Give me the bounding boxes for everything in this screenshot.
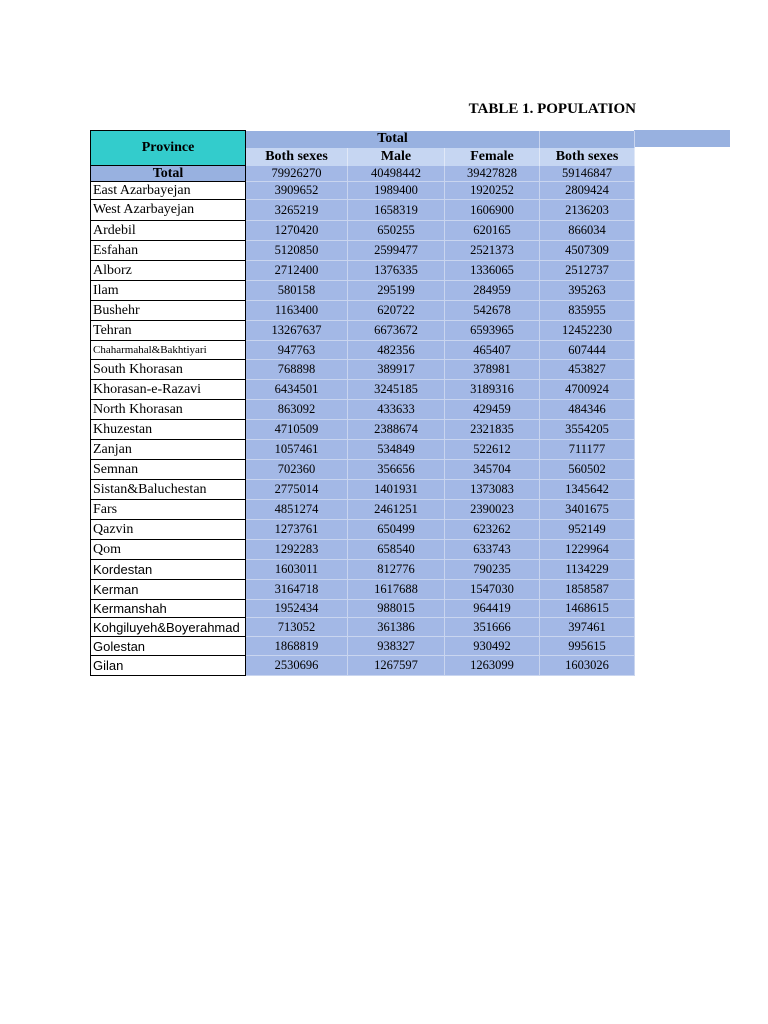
value-cell: 930492 <box>445 637 540 656</box>
value-cell: 295199 <box>348 281 445 301</box>
table-row <box>91 261 635 281</box>
group-header-total: Total <box>246 131 540 148</box>
province-name-cell: Kordestan <box>91 560 246 580</box>
value-cell: 3401675 <box>540 500 635 520</box>
province-name-cell: Gilan <box>91 656 246 676</box>
table-row <box>91 460 635 480</box>
value-cell: 2136203 <box>540 200 635 221</box>
value-cell: 866034 <box>540 221 635 241</box>
value-cell: 1952434 <box>246 600 348 618</box>
province-header: Province <box>91 131 246 166</box>
province-name-cell: West Azarbayejan <box>91 200 246 221</box>
total-cell: 59146847 <box>540 166 635 182</box>
total-cell: 40498442 <box>348 166 445 182</box>
value-cell: 1606900 <box>445 200 540 221</box>
province-name-cell: Khorasan-e-Razavi <box>91 380 246 400</box>
total-cell: 79926270 <box>246 166 348 182</box>
table-row <box>91 540 635 560</box>
sub-header-male: Male <box>348 148 445 166</box>
value-cell: 2461251 <box>348 500 445 520</box>
value-cell: 1267597 <box>348 656 445 676</box>
value-cell: 4507309 <box>540 241 635 261</box>
table-row <box>91 301 635 321</box>
value-cell: 620722 <box>348 301 445 321</box>
value-cell: 2321835 <box>445 420 540 440</box>
value-cell: 1603011 <box>246 560 348 580</box>
table-row <box>91 600 635 618</box>
table-title: TABLE 1. POPULATION <box>468 101 636 117</box>
value-cell: 560502 <box>540 460 635 480</box>
province-name-cell: South Khorasan <box>91 360 246 380</box>
value-cell: 2390023 <box>445 500 540 520</box>
population-table <box>90 130 635 676</box>
value-cell: 3164718 <box>246 580 348 600</box>
value-cell: 952149 <box>540 520 635 540</box>
table-row <box>91 618 635 637</box>
value-cell: 1373083 <box>445 480 540 500</box>
value-cell: 658540 <box>348 540 445 560</box>
table-row <box>91 321 635 341</box>
province-name-cell: Golestan <box>91 637 246 656</box>
value-cell: 3265219 <box>246 200 348 221</box>
value-cell: 6593965 <box>445 321 540 341</box>
province-name-cell: Esfahan <box>91 241 246 261</box>
title-clip <box>468 101 636 123</box>
value-cell: 534849 <box>348 440 445 460</box>
province-name-cell: East Azarbayejan <box>91 182 246 200</box>
province-name-cell: Ardebil <box>91 221 246 241</box>
table-row <box>91 520 635 540</box>
value-cell: 711177 <box>540 440 635 460</box>
table-row <box>91 637 635 656</box>
province-name-cell: Kerman <box>91 580 246 600</box>
value-cell: 702360 <box>246 460 348 480</box>
province-name-cell: Bushehr <box>91 301 246 321</box>
value-cell: 6434501 <box>246 380 348 400</box>
province-name-cell: Semnan <box>91 460 246 480</box>
province-name-cell: Kermanshah <box>91 600 246 618</box>
value-cell: 361386 <box>348 618 445 637</box>
value-cell: 1229964 <box>540 540 635 560</box>
value-cell: 768898 <box>246 360 348 380</box>
value-cell: 650255 <box>348 221 445 241</box>
value-cell: 378981 <box>445 360 540 380</box>
sub-header-both-sexes: Both sexes <box>246 148 348 166</box>
value-cell: 453827 <box>540 360 635 380</box>
value-cell: 3245185 <box>348 380 445 400</box>
value-cell: 484346 <box>540 400 635 420</box>
value-cell: 1273761 <box>246 520 348 540</box>
value-cell: 389917 <box>348 360 445 380</box>
value-cell: 4710509 <box>246 420 348 440</box>
value-cell: 1617688 <box>348 580 445 600</box>
table-row <box>91 656 635 676</box>
province-name-cell: Khuzestan <box>91 420 246 440</box>
value-cell: 1336065 <box>445 261 540 281</box>
table-row <box>91 221 635 241</box>
table-row <box>91 580 635 600</box>
value-cell: 429459 <box>445 400 540 420</box>
value-cell: 2599477 <box>348 241 445 261</box>
province-name-cell: Fars <box>91 500 246 520</box>
value-cell: 580158 <box>246 281 348 301</box>
value-cell: 633743 <box>445 540 540 560</box>
value-cell: 2530696 <box>246 656 348 676</box>
province-name-cell: Qom <box>91 540 246 560</box>
value-cell: 988015 <box>348 600 445 618</box>
value-cell: 5120850 <box>246 241 348 261</box>
value-cell: 1270420 <box>246 221 348 241</box>
table-row <box>91 420 635 440</box>
table-row <box>91 440 635 460</box>
header-row-group <box>91 131 635 148</box>
table-row <box>91 200 635 221</box>
value-cell: 812776 <box>348 560 445 580</box>
value-cell: 607444 <box>540 341 635 360</box>
province-name-cell: Qazvin <box>91 520 246 540</box>
value-cell: 2521373 <box>445 241 540 261</box>
value-cell: 620165 <box>445 221 540 241</box>
value-cell: 1989400 <box>348 182 445 200</box>
value-cell: 397461 <box>540 618 635 637</box>
value-cell: 1658319 <box>348 200 445 221</box>
value-cell: 2388674 <box>348 420 445 440</box>
value-cell: 482356 <box>348 341 445 360</box>
total-cell: 39427828 <box>445 166 540 182</box>
value-cell: 1057461 <box>246 440 348 460</box>
value-cell: 1263099 <box>445 656 540 676</box>
value-cell: 1134229 <box>540 560 635 580</box>
value-cell: 1376335 <box>348 261 445 281</box>
total-row <box>91 166 635 182</box>
value-cell: 650499 <box>348 520 445 540</box>
value-cell: 1868819 <box>246 637 348 656</box>
sub-header-female: Female <box>445 148 540 166</box>
value-cell: 395263 <box>540 281 635 301</box>
value-cell: 6673672 <box>348 321 445 341</box>
value-cell: 356656 <box>348 460 445 480</box>
table-row <box>91 341 635 360</box>
value-cell: 3189316 <box>445 380 540 400</box>
value-cell: 995615 <box>540 637 635 656</box>
value-cell: 2712400 <box>246 261 348 281</box>
province-name-cell: Zanjan <box>91 440 246 460</box>
province-name-cell: Tehran <box>91 321 246 341</box>
value-cell: 790235 <box>445 560 540 580</box>
value-cell: 1858587 <box>540 580 635 600</box>
value-cell: 351666 <box>445 618 540 637</box>
value-cell: 3909652 <box>246 182 348 200</box>
value-cell: 13267637 <box>246 321 348 341</box>
value-cell: 2809424 <box>540 182 635 200</box>
value-cell: 2512737 <box>540 261 635 281</box>
sub-header-both-sexes-2: Both sexes <box>540 148 635 166</box>
value-cell: 1163400 <box>246 301 348 321</box>
header-bar-overflow <box>634 130 730 147</box>
value-cell: 1292283 <box>246 540 348 560</box>
total-label: Total <box>91 166 246 182</box>
province-name-cell: Alborz <box>91 261 246 281</box>
value-cell: 938327 <box>348 637 445 656</box>
value-cell: 623262 <box>445 520 540 540</box>
table-row <box>91 360 635 380</box>
table-row <box>91 380 635 400</box>
value-cell: 465407 <box>445 341 540 360</box>
value-cell: 713052 <box>246 618 348 637</box>
value-cell: 542678 <box>445 301 540 321</box>
value-cell: 1920252 <box>445 182 540 200</box>
value-cell: 345704 <box>445 460 540 480</box>
value-cell: 522612 <box>445 440 540 460</box>
value-cell: 2775014 <box>246 480 348 500</box>
table-row <box>91 480 635 500</box>
province-name-cell: Sistan&Baluchestan <box>91 480 246 500</box>
province-name-cell: North Khorasan <box>91 400 246 420</box>
province-name-cell: Chaharmahal&Bakhtiyari <box>91 341 246 360</box>
value-cell: 1468615 <box>540 600 635 618</box>
value-cell: 3554205 <box>540 420 635 440</box>
table-body <box>91 131 635 676</box>
value-cell: 1345642 <box>540 480 635 500</box>
value-cell: 1547030 <box>445 580 540 600</box>
table-row <box>91 182 635 200</box>
group-header-next <box>540 131 635 148</box>
value-cell: 12452230 <box>540 321 635 341</box>
value-cell: 1603026 <box>540 656 635 676</box>
value-cell: 863092 <box>246 400 348 420</box>
value-cell: 947763 <box>246 341 348 360</box>
table-row <box>91 281 635 301</box>
value-cell: 4851274 <box>246 500 348 520</box>
value-cell: 964419 <box>445 600 540 618</box>
value-cell: 4700924 <box>540 380 635 400</box>
value-cell: 433633 <box>348 400 445 420</box>
table-row <box>91 500 635 520</box>
value-cell: 1401931 <box>348 480 445 500</box>
province-name-cell: Kohgiluyeh&Boyerahmad <box>91 618 246 637</box>
table-row <box>91 241 635 261</box>
province-name-cell: Ilam <box>91 281 246 301</box>
table-row <box>91 560 635 580</box>
value-cell: 835955 <box>540 301 635 321</box>
table-row <box>91 400 635 420</box>
value-cell: 284959 <box>445 281 540 301</box>
